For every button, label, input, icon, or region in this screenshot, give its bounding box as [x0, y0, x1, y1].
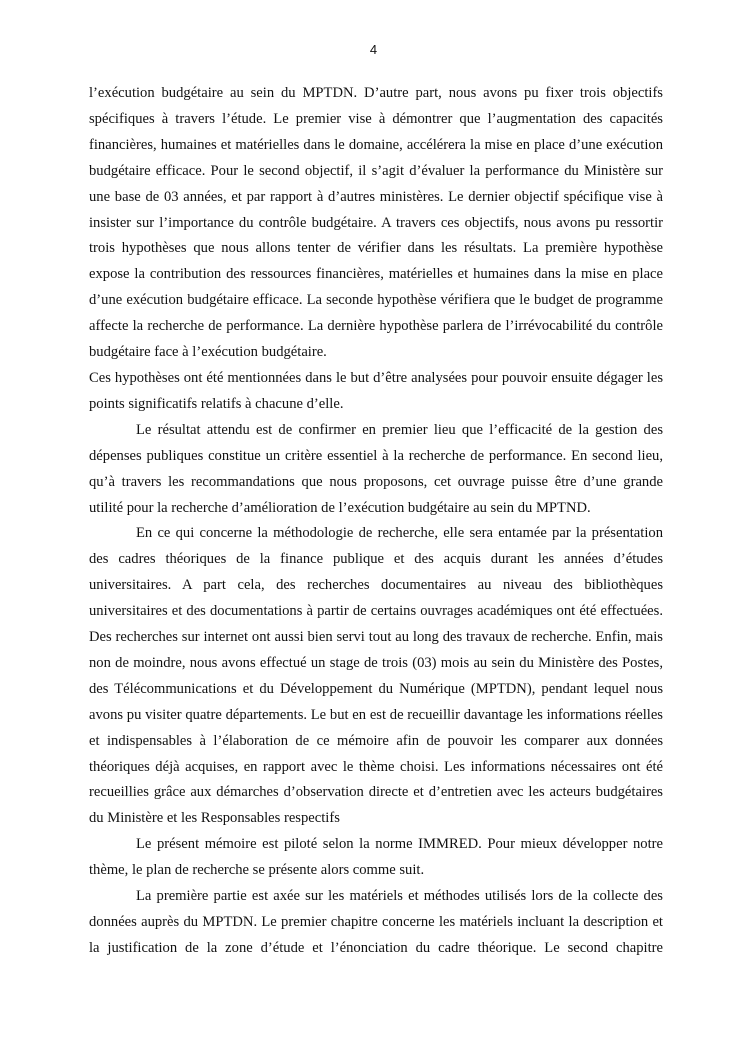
paragraph-first-part: La première partie est axée sur les matériels et méthodes utilisés lors de la collecte des données auprès du MPTDN. Le premier chapitre concerne les matériels incluant la description et la justification de la zone d’étude et l’énonciation du cadre théorique. Le second chapitre — [89, 888, 663, 956]
page-number: 4 — [369, 42, 378, 57]
paragraph-expected-result: Le résultat attendu est de confirmer en premier lieu que l’efficacité de la gestion des dépenses publiques constitue un critère essentiel à la recherche de performance. En second lieu, qu’à travers les recommandations que nous proposons, cet ouvrage puisse être d’une grande utilité pour la recherche d’amélioration de l’exécution budgétaire au sein du MPTND. — [89, 421, 663, 516]
paragraph-norm-immred: Le présent mémoire est piloté selon la norme IMMRED. Pour mieux développer notre thème, le plan de recherche se présente alors comme suit. — [89, 836, 663, 879]
paragraph-hypotheses-purpose: Ces hypothèses ont été mentionnées dans le but d’être analysées pour pouvoir ensuite dégager les points significatifs relatifs à chacune d’elle. — [89, 369, 663, 412]
document-body — [89, 81, 663, 962]
paragraph-methodology: En ce qui concerne la méthodologie de recherche, elle sera entamée par la présentation des cadres théoriques de la finance publique et des acquis durant les années d’études universitaires. A part cela, des recherches documentaires au niveau des bibliothèques universitaires et des documentations à partir de certains ouvrages académiques ont été effectuées. Des recherches sur internet ont aussi bien servi tout au long des travaux de recherche. Enfin, mais non de moindre, nous avons effectué un stage de trois (03) mois au sein du Ministère des Postes, des Télécommunications et du Développement du Numérique (MPTDN), pendant lequel nous avons pu visiter quatre départements. Le but en est de recueillir davantage les informations réelles et indispensables à l’élaboration de ce mémoire afin de pouvoir les comparer aux données théoriques déjà acquises, en rapport avec le thème choisi. Les informations nécessaires ont été recueillies grâce aux démarches d’observation directe et d’entretien avec les acteurs budgétaires du Ministère et les Responsables respectifs — [89, 525, 663, 827]
paragraph-objectives-hypotheses: l’exécution budgétaire au sein du MPTDN. D’autre part, nous avons pu fixer trois objectifs spécifiques à travers l’étude. Le premier vise à démontrer que l’augmentation des capacités financières, humaines et matérielles dans le domaine, accélérera la mise en place d’une exécution budgétaire efficace. Pour le second objectif, il s’agit d’évaluer la performance du Ministère sur une base de 03 années, et par rapport à d’autres ministères. Le dernier objectif spécifique vise à insister sur l’importance du contrôle budgétaire. A travers ces objectifs, nous avons pu ressortir trois hypothèses que nous allons tenter de vérifier dans les résultats. La première hypothèse expose la contribution des ressources financières, matérielles et humaines dans la mise en place d’une exécution budgétaire efficace. La seconde hypothèse vérifiera que le budget de programme affecte la recherche de performance. La dernière hypothèse parlera de l’irrévocabilité du contrôle budgétaire face à l’exécution budgétaire. — [89, 85, 663, 361]
